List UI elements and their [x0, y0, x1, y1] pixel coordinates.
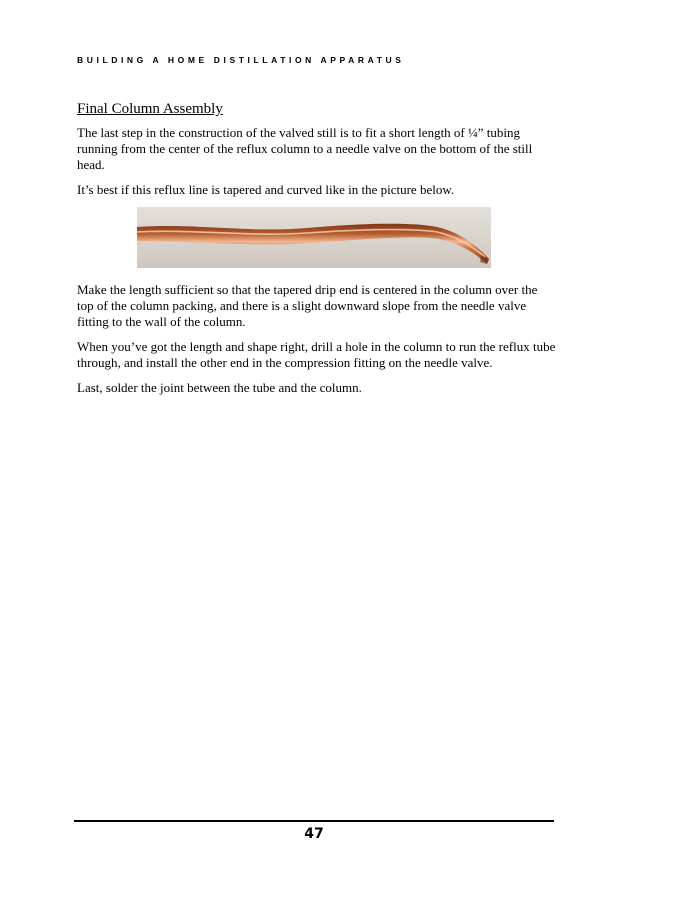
section-title: Final Column Assembly	[77, 101, 223, 117]
paragraph-intro: The last step in the construction of the valved still is to fit a short length of ¼” tubing running from the center of the reflux column to a needle valve on the bottom of the still head.	[77, 125, 533, 172]
paragraph-tapered: It’s best if this reflux line is tapered and curved like in the picture below.	[77, 182, 455, 197]
copper-tube-image	[137, 207, 491, 268]
paragraph-solder: Last, solder the joint between the tube and the column.	[77, 380, 362, 395]
page-number: 47	[304, 826, 324, 842]
document-body	[77, 100, 557, 405]
reflux-tube-photo	[137, 207, 491, 268]
running-header: BUILDING A HOME DISTILLATION APPARATUS	[77, 55, 405, 65]
paragraph-drill: When you’ve got the length and shape right, drill a hole in the column to run the reflux tube through, and install the other end in the compression fitting on the needle valve.	[77, 339, 556, 370]
footer-rule	[74, 820, 554, 822]
paragraph-length: Make the length sufficient so that the tapered drip end is centered in the column over the top of the column packing, and there is a slight downward slope from the needle valve fitting to the wall of the column.	[77, 282, 538, 329]
